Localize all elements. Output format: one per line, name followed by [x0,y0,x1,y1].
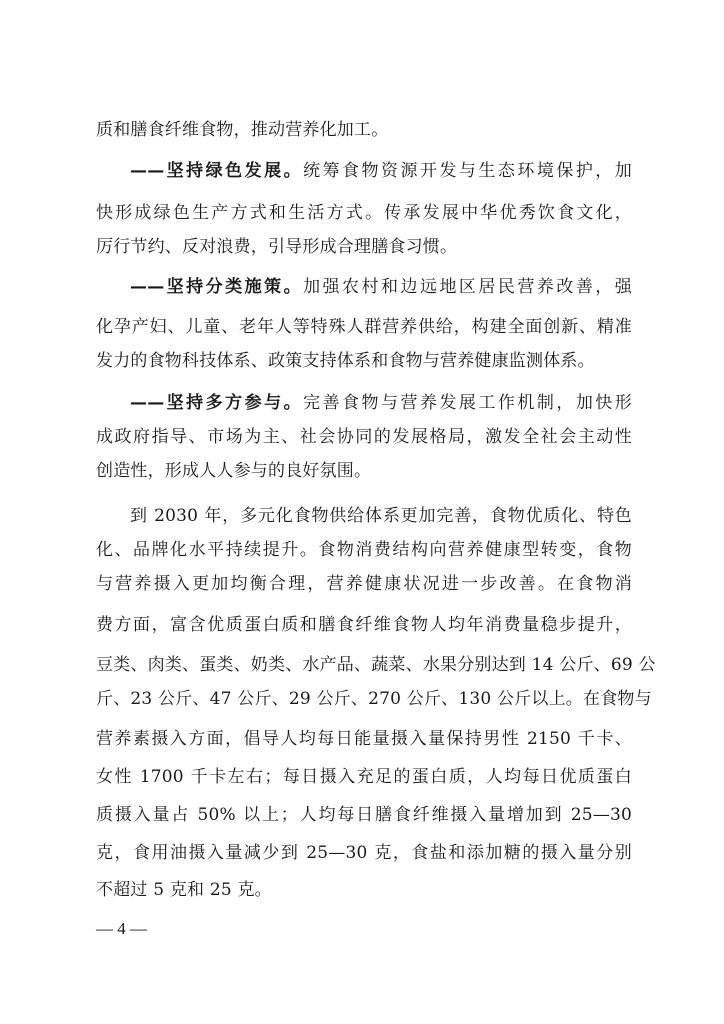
bold-lead: ——坚持分类施策。 [130,277,304,297]
line-text: 到 2030 年，多元化食物供给体系更加完善，食物优质化、特色 [130,506,632,526]
paragraph-line: 斤、23 公斤、47 公斤、29 公斤、270 公斤、130 公斤以上。在食物与 [96,689,652,709]
paragraph-line: 成政府指导、市场为主、社会协同的发展格局，激发全社会主动性 [96,427,632,447]
paragraph-line: 质和膳食纤维食物，推动营养化加工。 [96,120,389,140]
paragraph-line: 快形成绿色生产方式和生活方式。传承发展中华优秀饮食文化， [96,203,632,223]
line-text: 加强农村和边远地区居民营养改善，强 [303,277,632,297]
paragraph-line [96,160,632,182]
paragraph-line: 营养素摄入方面，倡导人均每日能量摄入量保持男性 2150 千卡、 [96,729,632,749]
paragraph-line [96,505,632,527]
paragraph-line: 女性 1700 千卡左右；每日摄入充足的蛋白质，人均每日优质蛋白 [96,767,632,787]
bold-lead: ——坚持绿色发展。 [130,161,304,181]
bold-lead: ——坚持多方参与。 [130,393,304,413]
line-text: 完善食物与营养发展工作机制，加快形 [303,393,632,413]
paragraph-line: 创造性，形成人人参与的良好氛围。 [96,461,372,481]
paragraph-line: 与营养摄入更加均衡合理，营养健康状况进一步改善。在食物消 [96,574,632,594]
paragraph-line: 克，食用油摄入量减少到 25—30 克，食盐和添加糖的摄入量分别 [96,843,632,863]
paragraph-line: 费方面，富含优质蛋白质和膳食纤维食物人均年消费量稳步提升， [96,615,632,635]
line-text: 统筹食物资源开发与生态环境保护，加 [303,161,632,181]
paragraph-line: 化、品牌化水平持续提升。食物消费结构向营养健康型转变，食物 [96,540,632,560]
paragraph-line: 发力的食物科技体系、政策支持体系和食物与营养健康监测体系。 [96,351,595,371]
paragraph-line [96,392,632,414]
paragraph-line [96,276,632,298]
paragraph-line: 厉行节约、反对浪费，引导形成合理膳食习惯。 [96,237,458,257]
paragraph-line: 质摄入量占 50% 以上；人均每日膳食纤维摄入量增加到 25—30 [96,805,632,825]
page-number: — 4 — [96,919,147,938]
paragraph-line: 不超过 5 克和 25 克。 [96,880,272,900]
paragraph-line: 化孕产妇、儿童、老年人等特殊人群营养供给，构建全面创新、精准 [96,317,632,337]
paragraph-line: 豆类、肉类、蛋类、奶类、水产品、蔬菜、水果分别达到 14 公斤、69 公 [96,655,656,675]
